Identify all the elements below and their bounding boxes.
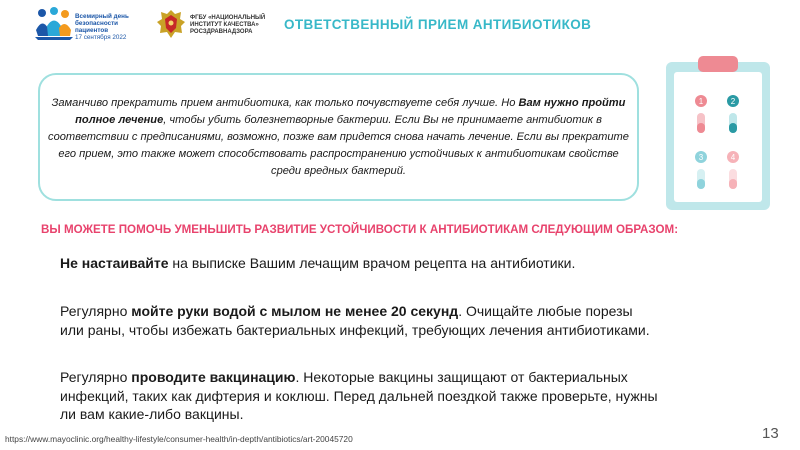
- institute-logo-text: ФГБУ «НАЦИОНАЛЬНЫЙ ИНСТИТУТ КАЧЕСТВА» РОСЗДРАВНАДЗОРА: [190, 15, 266, 35]
- source-link[interactable]: https://www.mayoclinic.org/healthy-lifestyle/consumer-health/in-depth/antibiotics/art-20045720: [5, 434, 353, 444]
- patient-safety-day-logo-text: Всемирный день безопасности пациентов 17 сентября 2022: [75, 13, 129, 41]
- page-number: 13: [762, 425, 779, 442]
- quote-highlight: Вам нужно пройти полное лечение: [75, 96, 626, 126]
- tip-text: Не настаивайте на выписке Вашим лечащим врачом рецепта на антибиотики.: [60, 255, 576, 271]
- section-heading: ВЫ МОЖЕТЕ ПОМОЧЬ УМЕНЬШИТЬ РАЗВИТИЕ УСТОЙЧИВОСТИ К АНТИБИОТИКАМ СЛЕДУЮЩИМ ОБРАЗОМ:: [41, 223, 679, 236]
- tip-accent-bar: [40, 370, 44, 406]
- tip-item: [40, 254, 680, 273]
- quote-box: [38, 73, 639, 201]
- clipboard-number: 3: [698, 153, 704, 162]
- tip-accent-bar: [40, 304, 44, 358]
- quote-text: Заманчиво прекратить прием антибиотика, как только почувствуете себя лучше. Но Вам нужно пройти полное лечение, чтобы убить болезнетворные бактерии. Если Вы не принимаете антибиотик в соответствии с предписаниями, возможно, позже вам придется снова начать лечение. Если вы прекратите его прием, это также может способствовать распространению устойчивых к антибиотикам свойстве среди вредных бактерий.: [48, 96, 629, 177]
- clipboard-pills-icon: [664, 54, 772, 212]
- coat-of-arms-icon: [155, 7, 187, 41]
- clipboard-number: 1: [698, 97, 704, 106]
- tip-text: Регулярно проводите вакцинацию. Некоторые вакцины защищают от бактериальных инфекций, таких как дифтерия и коклюш. Перед дальней поездкой также проверьте, нужны ли вам какие-либо вакцины.: [60, 369, 658, 423]
- tip-item: [40, 368, 680, 424]
- tip-item: [40, 302, 680, 339]
- patient-safety-day-logo-icon: [34, 6, 74, 42]
- tip-accent-bar: [40, 256, 44, 290]
- tip-text: Регулярно мойте руки водой с мылом не менее 20 секунд. Очищайте любые порезы или раны, чтобы избежать бактериальных инфекций, требующих лечения антибиотиками.: [60, 303, 650, 338]
- clipboard-number: 4: [730, 153, 736, 162]
- slide-title: ОТВЕТСТВЕННЫЙ ПРИЕМ АНТИБИОТИКОВ: [284, 17, 592, 32]
- clipboard-number: 2: [730, 97, 736, 106]
